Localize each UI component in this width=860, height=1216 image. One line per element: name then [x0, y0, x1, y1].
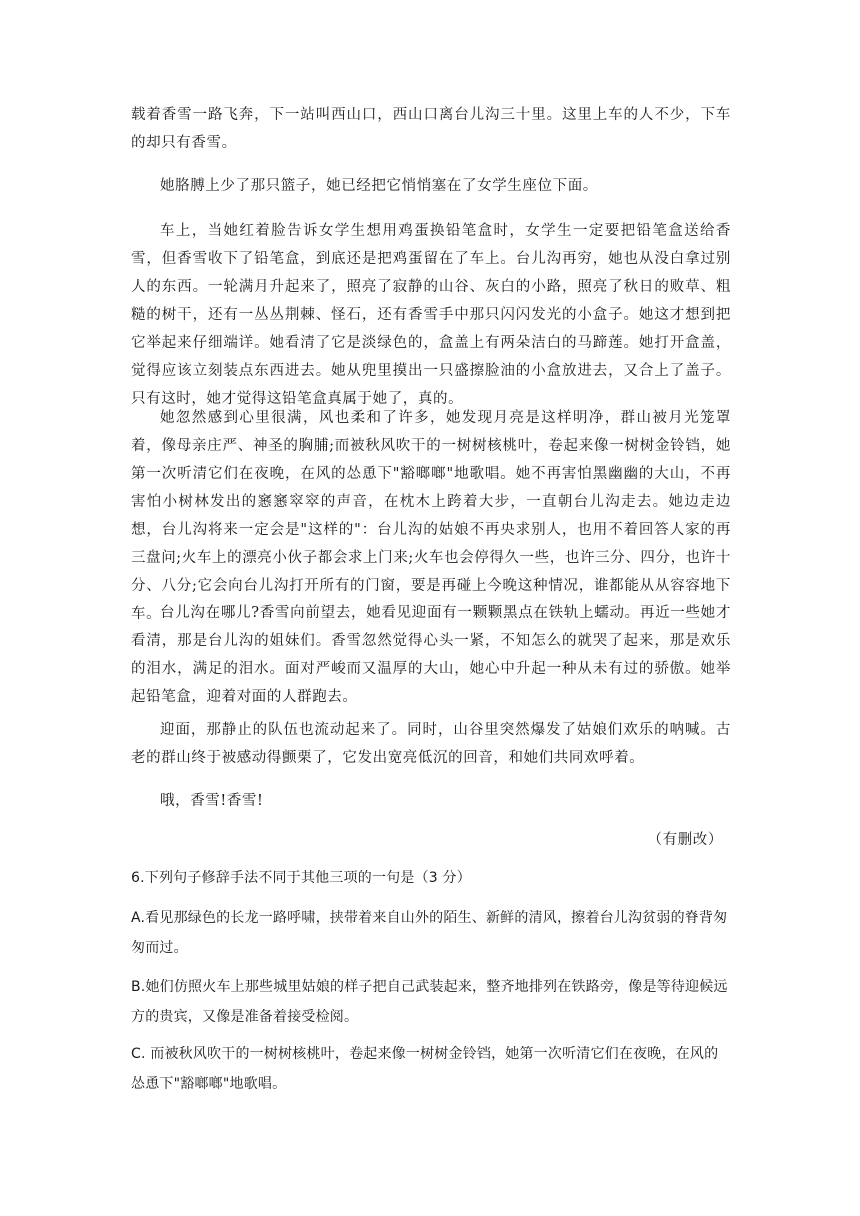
question-stem: 6.下列句子修辞手法不同于其他三项的一句是（3 分） [131, 870, 471, 886]
edit-note: （有删改） [647, 832, 723, 848]
paragraph-2: 她胳膊上少了那只篮子，她已经把它悄悄塞在了女学生座位下面。 [160, 178, 598, 194]
paragraph-5: 台儿沟在哪儿?香雪向前望去，她看见迎面有一颗颗黑点在铁轨上蠕动。再近一些她才看清，那是台儿沟的姐妹们。香雪忽然觉得心头一紧，不知怎么的就哭了起来，那是欢乐的泪水，满足的泪水。面对严峻而又温厚的大山，她心中升起一种从未有过的骄傲。她举起铅笔盒，迎着对面的人群跑去。 [131, 605, 731, 705]
paragraph-1: 载着香雪一路飞奔，下一站叫西山口，西山口离台儿沟三十里。这里上车的人不少，下车的却只有香雪。 [131, 107, 731, 151]
paragraph-6: 迎面，那静止的队伍也流动起来了。同时，山谷里突然爆发了姑娘们欢乐的呐喊。古老的群山终于被感动得颤栗了，它发出宽亮低沉的回音，和她们共同欢呼着。 [131, 722, 731, 766]
option-c: C. 而被秋风吹干的一树树核桃叶，卷起来像一树树金铃铛，她第一次听清它们在夜晚，在风的怂恿下"豁啷啷"地歌唱。 [131, 1046, 719, 1092]
option-a: A.看见那绿色的长龙一路呼啸，挟带着来自山外的陌生、新鲜的清风，擦着台儿沟贫弱的脊背匆匆而过。 [131, 910, 728, 956]
option-b: B.她们仿照火车上那些城里姑娘的样子把自己武装起来，整齐地排列在铁路旁，像是等待迎候远方的贵宾，又像是准备着接受检阅。 [131, 979, 728, 1025]
paragraph-3: 车上，当她红着脸告诉女学生想用鸡蛋换铅笔盒时，女学生一定要把铅笔盒送给香雪，但香雪收下了铅笔盒，到底还是把鸡蛋留在了车上。台儿沟再穷，她也从没白拿过别人的东西。一轮满月升起来了，照亮了寂静的山谷、灰白的小路，照亮了秋日的败草、粗糙的树干，还有一丛丛荆棘、怪石，还有香雪手中那只闪闪发光的小盒子。她这才想到把它举起来仔细端详。她看清了它是淡绿色的，盒盖上有两朵洁白的马蹄莲。她打开盒盖，觉得应该立刻装点东西进去。她从兜里摸出一只盛擦脸油的小盒放进去，又合上了盖子。只有这时，她才觉得这铅笔盒真属于她了，真的。 [131, 223, 731, 407]
paragraph-7: 哦，香雪!香雪! [160, 793, 264, 809]
paragraph-4: 她忽然感到心里很满，风也柔和了许多，她发现月亮是这样明净，群山被月光笼罩着，像母亲庄严、神圣的胸脯;而被秋风吹干的一树树核桃叶，卷起来像一树树金铃铛，她第一次听清它们在夜晚，在风的怂恿下"豁啷啷"地歌唱。她不再害怕黑幽幽的大山，不再害怕小树林发出的窸窸窣窣的声音，在枕木上跨着大步，一直朝台儿沟走去。她边走边想，台儿沟将来一定会是"这样的"：台儿沟的姑娘不再央求别人，也用不着回答人家的再三盘问;火车上的漂亮小伙子都会求上门来;火车也会停得久一些，也许三分、四分，也许十分、八分;它会向台儿沟打开所有的门窗，要是再碰上今晚这种情况，谁都能从从容容地下车。 [131, 410, 731, 622]
